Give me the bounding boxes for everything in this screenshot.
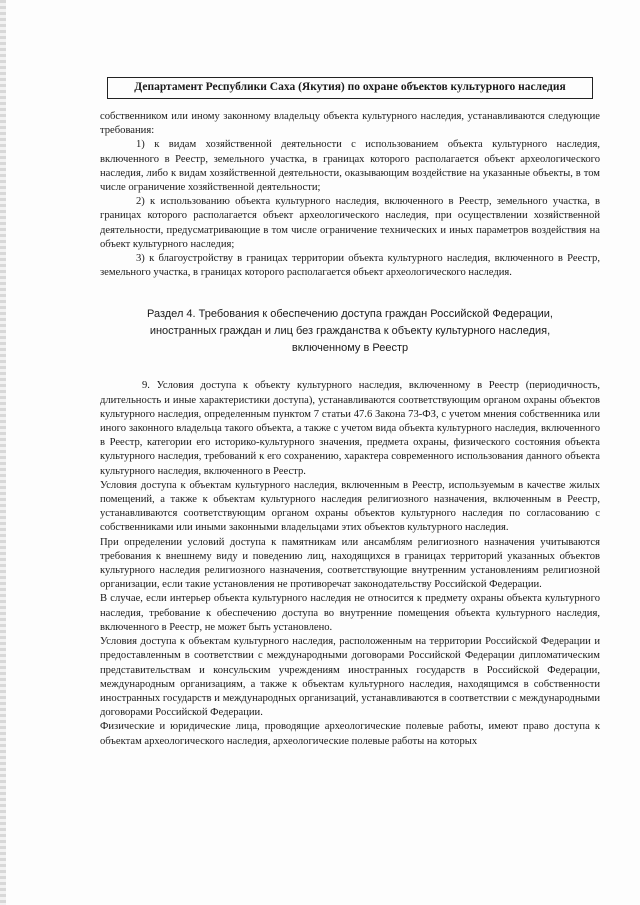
department-header: Департамент Республики Саха (Якутия) по охране объектов культурного наследия [107,77,593,99]
section-4-title [100,306,600,357]
paragraph-9: 9. Условия доступа к объекту культурного наследия, включенному в Реестр (периодичность, длительность и иные характеристики доступа), устанавливаются соответствующим органом охраны объектов культурного наследия, определенным пунктом 7 статьи 47.6 Закона 73-ФЗ, с учетом мнения собственника или иного законного владельца такого объекта, а также с учетом вида объекта культурного наследия, включенного в Реестр, категории его историко-культурного значения, предмета охраны, физического состояния объекта культурного наследия, требований к его сохранению, характера современного использования данного объекта культурного наследия, включенного в Реестр. [100,380,600,477]
paragraph-requirement-3: 3) к благоустройству в границах территории объекта культурного наследия, включенного в Реестр, земельного участка, в границах которого располагается объект археологического наследия. [100,253,600,279]
paragraph-interior: В случае, если интерьер объекта культурного наследия не относится к предмету охраны объекта культурного наследия, требование к обеспечению доступа во внутренние помещения объекта культурного наследия, включенного в Реестр, не может быть установлено. [100,593,600,633]
section-title-line-3: включенному в Реестр [291,342,409,355]
scan-edge [0,0,6,905]
document-body [100,110,600,749]
paragraph-requirement-1: 1) к видам хозяйственной деятельности с использованием объекта культурного наследия, включенного в Реестр, земельного участка, в границах которого располагается объект археологического наследия, либо к видам хозяйственной деятельности, оказывающим воздействие на указанные объекты, в том числе ограничение хозяйственной деятельности; [100,139,600,194]
section-title-line-1: Раздел 4. Требования к обеспечению доступа граждан Российской Федерации, [147,308,553,321]
paragraph-requirement-2: 2) к использованию объекта культурного наследия, включенного в Реестр, земельного участка, в границах которого располагается объект археологического наследия, при осуществлении хозяйственной деятельности, предусматривающие в том числе ограничение технических и иных параметров воздействия на объект культурного наследия; [100,196,600,250]
paragraph-residential-access: Условия доступа к объектам культурного наследия, включенным в Реестр, используемым в качестве жилых помещений, а также к объектам культурного наследия религиозного назначения, включенным в Реестр, устанавливаются соответствующим органом охраны объектов культурного наследия по согласованию с собственниками или иными законными владельцами этих объектов культурного наследия. [100,479,600,534]
paragraph-archaeological: Физические и юридические лица, проводящие археологические полевые работы, имеют право доступа к объектам археологического наследия, археологические полевые работы на которых [100,721,600,747]
paragraph-diplomatic: Условия доступа к объектам культурного наследия, расположенным на территории Российской Федерации и предоставленным в соответствии с международными договорами Российской Федерации дипломатическим представительствам и консульским учреждениям иностранных государств в Российской Федерации, международным организациям, а также к объектам культурного наследия, находящимся в собственности иностранных государств и международных организаций, устанавливаются в соответствии с международными договорами Российской Федерации. [100,636,600,719]
paragraph-intro: собственником или иному законному владельцу объекта культурного наследия, устанавливаются следующие требования: [100,111,600,137]
section-title-line-2: иностранных граждан и лиц без гражданства к объекту культурного наследия, [149,325,551,338]
paragraph-religious-access: При определении условий доступа к памятникам или ансамблям религиозного назначения учитываются требования к внешнему виду и поведению лиц, находящихся в границах территорий указанных объектов культурного наследия религиозного назначения, соответствующие внутренним установлениям религиозной организации, если такие установления не противоречат законодательству Российской Федерации. [100,536,600,591]
